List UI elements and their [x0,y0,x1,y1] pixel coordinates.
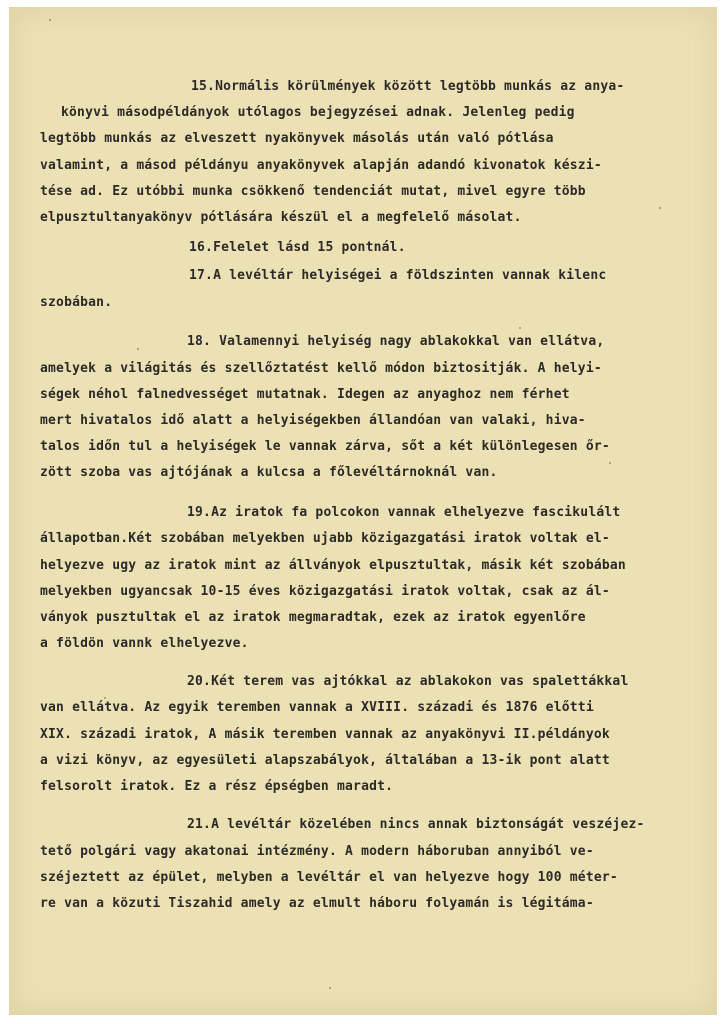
p15-line-5: tése ad. Ez utóbbi munka csökkenő tendenciát mutat, mivel egyre több [40,184,586,199]
p19-line-6: a földön vannk elhelyezve. [40,636,249,651]
p18-line-1: 18. Valamennyi helyiség nagy ablakokkal van ellátva, [187,334,605,349]
p15-line-4: valamint, a másod példányu anyakönyvek alapján adandó kivonatok készi- [40,158,602,173]
p20-line-2: van ellátva. Az egyik teremben vannak a XVIII. századi és 1876 előtti [40,700,594,715]
p20-line-3: XIX. századi iratok, A másik teremben vannak az anyakönyvi II.példányok [40,727,610,742]
p17-line-1: 17.A levéltár helyiségei a földszinten vannak kilenc [189,268,607,283]
p20-line-4: a vizi könyv, az egyesületi alapszabályok, általában a 13-ik pont alatt [40,753,610,768]
p21-line-4: re van a közuti Tiszahid amely az elmult háboru folyamán is légitáma- [40,896,594,911]
p15-line-3: legtöbb munkás az elveszett nyakönyvek másolás után való pótlása [40,131,554,146]
p21-line-3: széjeztett az épület, melyben a levéltár el van helyezve hogy 100 méter- [40,870,618,885]
p17-line-2: szobában. [40,295,113,310]
document-text [9,7,717,1015]
p15-line-2: könyvi másodpéldányok utólagos bejegyzései adnak. Jelenleg pedig [61,105,575,120]
p19-line-3: helyezve ugy az iratok mint az állványok elpusztultak, másik két szobában [40,558,626,573]
p21-line-1: 21.A levéltár közelében nincs annak biztonságát veszéjez- [187,817,645,832]
p20-line-1: 20.Két terem vas ajtókkal az ablakokon vas spalettákkal [187,674,629,689]
p20-line-5: felsorolt iratok. Ez a rész épségben maradt. [40,779,394,794]
p15-line-6: elpusztultanyakönyv pótlására készül el a megfelelő másolat. [40,210,522,225]
p19-line-4: melyekben ugyancsak 10-15 éves közigazgatási iratok voltak, csak az ál- [40,584,610,599]
typewritten-page [9,7,717,1015]
p19-line-5: ványok pusztultak el az iratok megmaradtak, ezek az iratok egyenlőre [40,610,586,625]
p18-line-6: zött szoba vas ajtójának a kulcsa a főlevéltárnoknál van. [40,465,498,480]
p18-line-2: amelyek a világitás és szellőztatést kellő módon biztositják. A helyi- [40,361,602,376]
p21-line-2: tető polgári vagy akatonai intézmény. A modern háboruban annyiból ve- [40,844,594,859]
p16-line-1: 16.Felelet lásd 15 pontnál. [189,240,406,255]
p18-line-4: mert hivatalos idő alatt a helyiségekben állandóan van valaki, hiva- [40,413,586,428]
p19-line-1: 19.Az iratok fa polcokon vannak elhelyezve fascikulált [187,505,621,520]
p18-line-5: talos időn tul a helyiségek le vannak zárva, sőt a két különlegesen őr- [40,439,610,454]
p15-line-1: 15.Normális körülmények között legtöbb munkás az anya- [191,79,625,94]
p19-line-2: állapotban.Két szobában melyekben ujabb közigazgatási iratok voltak el- [40,531,610,546]
p18-line-3: ségek néhol falnedvességet mutatnak. Idegen az anyaghoz nem férhet [40,387,570,402]
